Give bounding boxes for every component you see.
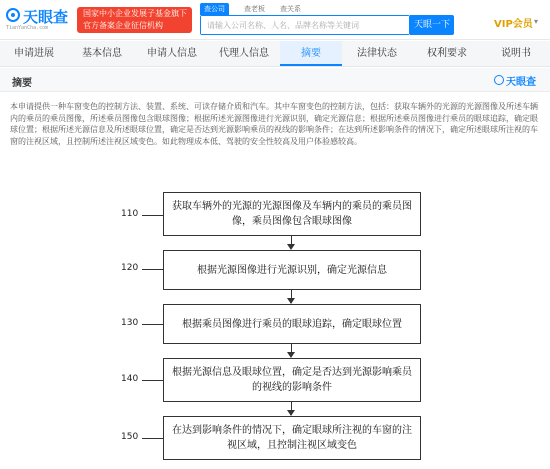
certification-badge (77, 7, 192, 33)
flow-step-110: 获取车辆外的光源的光源图像及车辆内的乘员的乘员图像，乘员图像包含眼球图像 (163, 192, 421, 236)
badge-line-2: 官方备案企业征信机构 (83, 21, 163, 30)
abstract-section-header (0, 68, 550, 92)
section-title: 摘要 (12, 78, 32, 89)
leader-line (142, 324, 164, 325)
chevron-down-icon[interactable]: ▾ (534, 17, 539, 26)
tab-description[interactable]: 说明书 (501, 48, 531, 59)
tab-basic-info[interactable]: 基本信息 (82, 48, 122, 59)
tab-abstract[interactable]: 摘要 (280, 41, 342, 66)
site-logo[interactable] (6, 5, 69, 35)
step-number-140: 140 (121, 374, 139, 384)
abstract-text: 本申请提供一种车窗变色的控制方法、装置、系统、可读存储介质和汽车。其中车窗变色的控制方法，包括：获取车辆外的光源的光源图像及所述车辆内的乘员的乘员图像，所述乘员图像包含眼球图像；根据所述光源图像进行光源识别，确定光源信息；根据所述乘员图像进行乘员的眼球追踪，确定眼球位置；根据所述光源信息及所述眼球位置，确定是否达到光源影响乘员的视线的影响条件；在达到所述影响条件的情况下，确定所述眼球所注视的车窗的注视区域，且控制所述注视区域变色。如此物理成本低、驾驶的安全性较高及用户体验感较高。 (10, 102, 538, 146)
flow-step-150: 在达到影响条件的情况下，确定眼球所注视的车窗的注视区域，且控制注视区域变色 (163, 416, 421, 460)
leader-line (142, 380, 164, 381)
logo-text: 天眼查 (23, 8, 69, 26)
tab-application-progress[interactable]: 申请进展 (14, 48, 54, 59)
vip-member-link[interactable]: VIP会员 (494, 19, 533, 30)
flow-step-140: 根据光源信息及眼球位置，确定是否达到光源影响乘员的视线的影响条件 (163, 358, 421, 402)
leader-line (142, 269, 164, 270)
tab-claims[interactable]: 权利要求 (427, 48, 467, 59)
top-header (0, 0, 550, 40)
tab-legal-status[interactable]: 法律状态 (357, 48, 397, 59)
step-number-120: 120 (121, 263, 139, 273)
tab-agent-info[interactable]: 代理人信息 (219, 48, 269, 59)
flow-step-120: 根据光源图像进行光源识别，确定光源信息 (163, 250, 421, 290)
tab-applicant-info[interactable]: 申请人信息 (147, 48, 197, 59)
search-button[interactable]: 天眼一下 (410, 15, 454, 35)
step-number-130: 130 (121, 318, 139, 328)
watermark-logo-text: 天眼查 (506, 77, 536, 88)
step-number-150: 150 (121, 432, 139, 442)
leader-line (142, 215, 164, 216)
flow-step-130: 根据乘员图像进行乘员的眼球追踪，确定眼球位置 (163, 304, 421, 344)
badge-line-1: 国家中小企业发展子基金旗下 (83, 9, 187, 18)
search-box (200, 15, 410, 35)
search-input[interactable] (201, 16, 409, 34)
step-number-110: 110 (121, 209, 139, 219)
search-tab-boss[interactable]: 查老板 (244, 5, 265, 13)
patent-tab-bar (0, 41, 550, 67)
logo-eye-icon (6, 8, 20, 22)
search-tab-relation[interactable]: 查关系 (280, 5, 301, 13)
abstract-figure (0, 181, 550, 469)
watermark-logo (494, 73, 546, 87)
logo-eye-icon (494, 75, 504, 85)
leader-line (142, 438, 164, 439)
logo-subtitle: TianYanCha.com (6, 25, 49, 31)
search-tab-company[interactable]: 查公司 (200, 3, 229, 15)
